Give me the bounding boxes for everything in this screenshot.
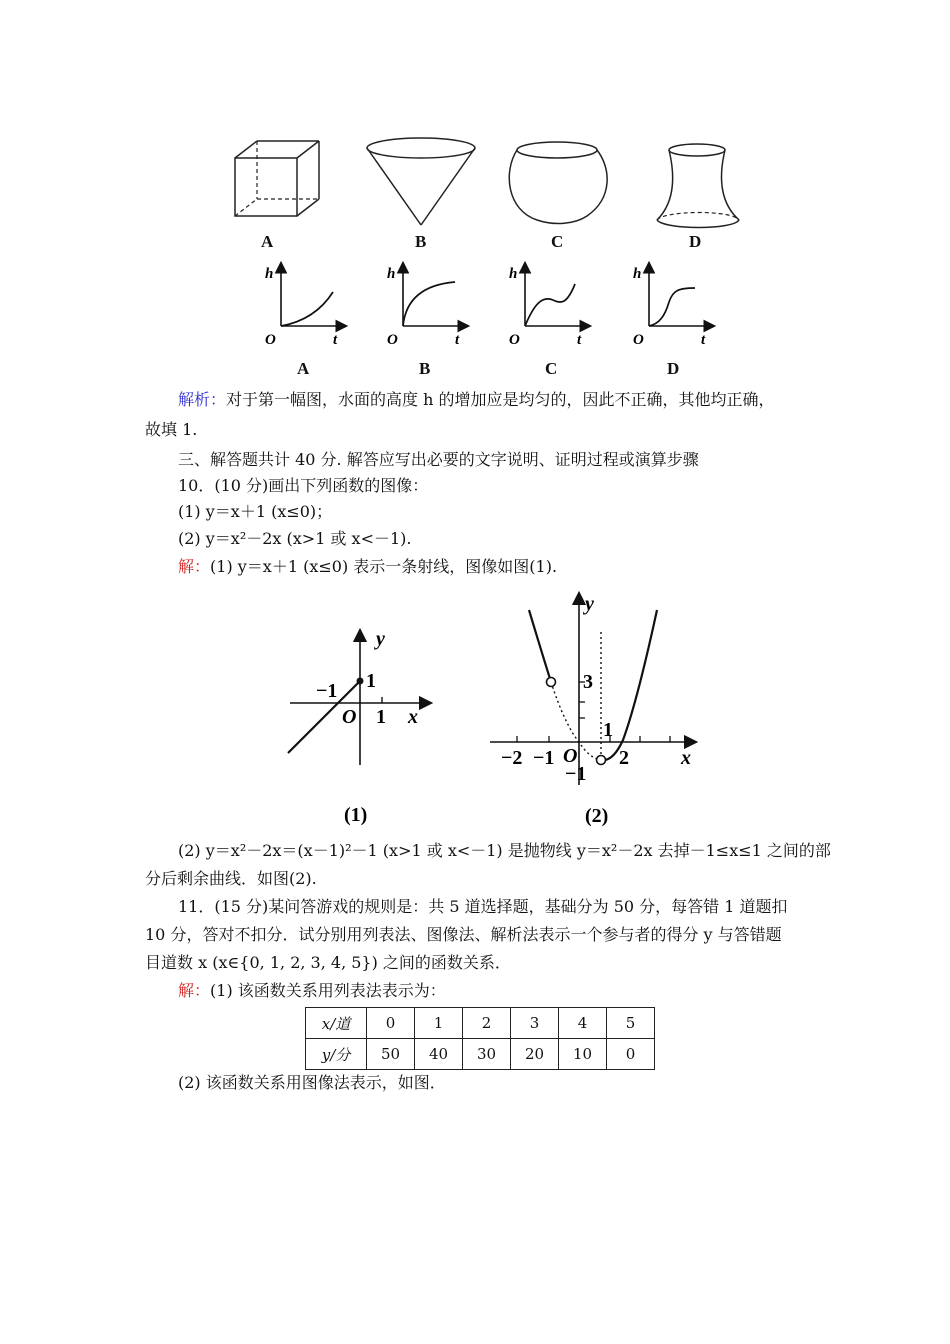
table-cell: 20 (511, 1039, 559, 1070)
q11-solution-2: (2) 该函数关系用图像法表示，如图． (178, 1073, 446, 1092)
fig2-tick-m2: −2 (501, 747, 523, 769)
graph-b-o: O (387, 332, 398, 348)
q10-solution-1 (178, 556, 557, 578)
hourglass-vase-shape (657, 144, 739, 228)
table-cell: 0 (367, 1008, 415, 1039)
graph-label-b: B (419, 359, 431, 378)
graph-label-c: C (545, 359, 558, 378)
q10-title: 10．(10 分)画出下列函数的图像： (178, 476, 429, 495)
fig2-tick-2: 2 (619, 747, 629, 769)
q11-line-2: 10 分，答对不扣分．试分别用列表法、图像法、解析法表示一个参与者的得分 y 与答错题 (145, 925, 782, 944)
table-row-x (306, 1008, 655, 1039)
fig1-y-label: y (376, 628, 385, 650)
fig1-x-label: x (408, 706, 418, 728)
analysis-line-2: 故填 1. (145, 420, 198, 439)
graph-a-o: O (265, 332, 276, 348)
fig2-origin: O (563, 745, 578, 767)
fig1-tick-neg1: −1 (316, 680, 338, 702)
table-cell: 0 (607, 1039, 655, 1070)
score-table (305, 1007, 655, 1070)
fig2-x-label: x (681, 747, 691, 769)
graph-b-t: t (455, 332, 460, 348)
table-cell: 4 (559, 1008, 607, 1039)
q10-part-1: (1) y＝x＋1 (x≤0)； (178, 502, 333, 521)
cube-shape (235, 141, 319, 216)
q10-solution-tag: 解： (178, 557, 211, 576)
analysis-tag: 解析： (178, 390, 227, 409)
fig2-y-label: y (585, 593, 594, 615)
analysis-line-1 (178, 389, 775, 411)
q10-solution-2-line-2: 分后剩余曲线．如图(2). (145, 869, 317, 888)
graph-c-o: O (509, 332, 520, 348)
q11-line-1: 11．(15 分)某问答游戏的规则是：共 5 道选择题，基础分为 50 分，每答错 1 道题扣 (178, 897, 788, 916)
table-cell: 1 (415, 1008, 463, 1039)
table-cell: 50 (367, 1039, 415, 1070)
fig2-caption: (2) (585, 805, 609, 827)
q10-part-2: (2) y＝x²－2x (x>1 或 x<－1). (178, 529, 412, 548)
graph-d-t: t (701, 332, 706, 348)
graph-c-t: t (577, 332, 582, 348)
table-cell: 5 (607, 1008, 655, 1039)
fig2-tick-ym1: −1 (565, 763, 587, 785)
fig1-tick-1: 1 (376, 706, 386, 728)
q11-line-3: 目道数 x (x∈{0, 1, 2, 3, 4, 5}) 之间的函数关系． (145, 953, 511, 972)
fig2-tick-m1: −1 (533, 747, 555, 769)
graph-d-h: h (633, 266, 642, 282)
table-header-y: y/分 (306, 1039, 367, 1070)
shape-label-c: C (551, 232, 564, 251)
analysis-text: 对于第一幅图，水面的高度 h 的增加应是均匀的，因此不正确，其他均正确， (226, 390, 775, 409)
fig1-tick-y1: 1 (366, 670, 376, 692)
graph-a (265, 264, 345, 378)
table-row-y (306, 1039, 655, 1070)
shape-label-a: A (261, 232, 274, 251)
cone-shape (367, 138, 475, 225)
container-shapes-figure (225, 130, 755, 255)
fig1-origin: O (342, 706, 357, 728)
table-cell: 3 (511, 1008, 559, 1039)
q11-solution-1 (178, 980, 446, 1002)
fig2-tick-y1: 1 (603, 719, 613, 741)
shape-label-d: D (689, 232, 702, 251)
fig1-caption: (1) (344, 804, 368, 826)
graph-label-a: A (297, 359, 310, 378)
q11-solution-1-text: (1) 该函数关系用列表法表示为： (210, 981, 446, 1000)
table-cell: 30 (463, 1039, 511, 1070)
figure-1-ray (280, 625, 450, 835)
graph-c (509, 264, 589, 378)
graph-a-t: t (333, 332, 338, 348)
graph-b (387, 264, 467, 378)
shape-label-b: B (415, 232, 427, 251)
table-header-x: x/道 (306, 1008, 367, 1039)
q11-solution-tag: 解： (178, 981, 211, 1000)
q10-solution-2-line-1: (2) y＝x²－2x＝(x－1)²－1 (x>1 或 x<－1) 是抛物线 y＝x²－2x 去掉－1≤x≤1 之间的部 (178, 841, 831, 860)
graph-a-h: h (265, 266, 274, 282)
figure-2-parabola (485, 590, 715, 835)
graph-d-o: O (633, 332, 644, 348)
graph-label-d: D (667, 359, 680, 378)
graph-b-h: h (387, 266, 396, 282)
table-cell: 10 (559, 1039, 607, 1070)
q10-solution-1-text: (1) y＝x＋1 (x≤0) 表示一条射线，图像如图(1). (210, 557, 558, 576)
section-3-heading: 三、解答题共计 40 分. 解答应写出必要的文字说明、证明过程或演算步骤 (178, 450, 699, 469)
table-cell: 2 (463, 1008, 511, 1039)
height-time-graphs (255, 258, 735, 380)
graph-c-h: h (509, 266, 518, 282)
graph-d (633, 264, 713, 378)
table-cell: 40 (415, 1039, 463, 1070)
fig2-tick-y3: 3 (583, 671, 593, 693)
sphere-shape (509, 142, 607, 223)
